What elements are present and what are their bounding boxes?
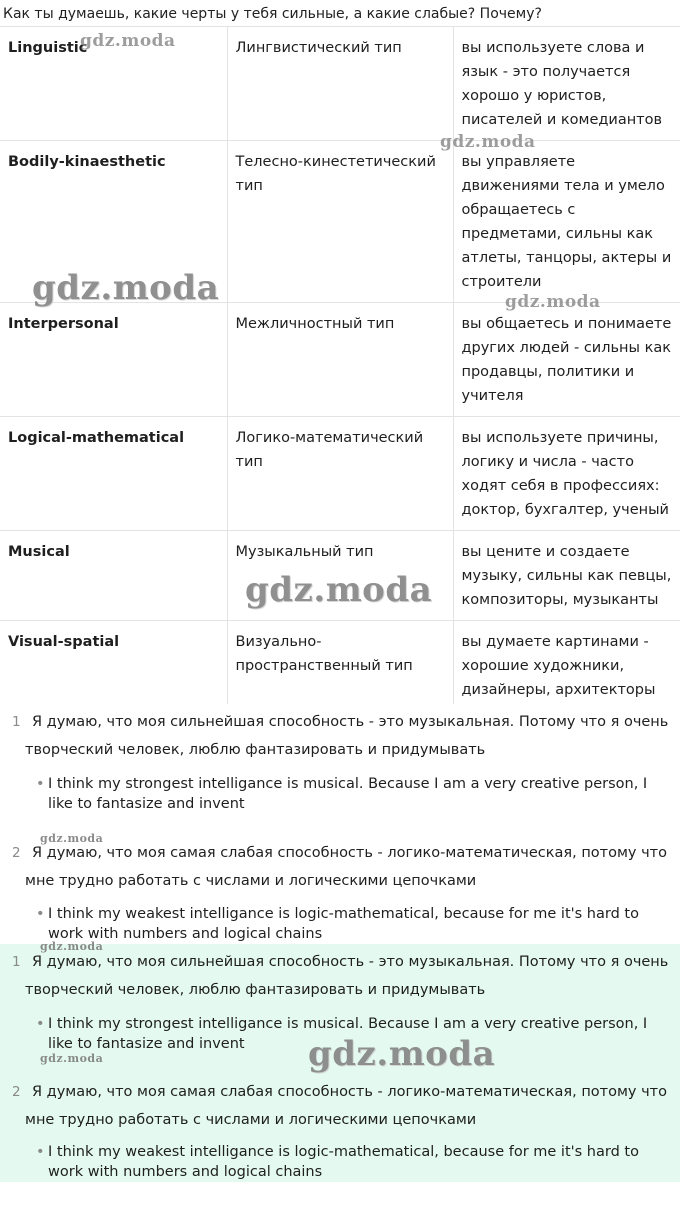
intelligence-description: вы используете причины, логику и числа - часто ходят себя в профессиях: доктор, бухгалтер, ученый — [453, 417, 680, 531]
answer-line: Я думаю, что моя самая слабая способность - логико-математическая, потому что — [32, 845, 668, 861]
translation-text: I think my weakest intelligance is logic-mathematical, because for me it's hard to work with numbers and logical chains — [48, 906, 639, 942]
intelligence-description: вы общаетесь и понимаете других людей - сильны как продавцы, политики и учителя — [453, 303, 680, 417]
answer-line: Я думаю, что моя сильнейшая способность - это музыкальная. Потому что я очень — [32, 714, 669, 730]
answer-number: 1 — [12, 954, 21, 970]
intelligence-description: вы используете слова и язык - это получается хорошо у юристов, писателей и комедиантов — [453, 27, 680, 141]
intelligence-type: Межличностный тип — [227, 303, 453, 417]
table-row — [0, 303, 680, 417]
answer-line: мне трудно работать с числами и логическими цепочками — [25, 1112, 477, 1128]
table-row — [0, 621, 680, 711]
bullet-icon: • — [36, 1144, 45, 1160]
intelligence-name: Logical-mathematical — [0, 417, 227, 531]
answer-line: творческий человек, люблю фантазировать и придумывать — [25, 742, 486, 758]
bullet-icon: • — [36, 776, 45, 792]
answers-block — [0, 704, 680, 944]
answer-number: 2 — [12, 845, 21, 861]
answer-line: мне трудно работать с числами и логическими цепочками — [25, 873, 477, 889]
intelligence-type: Музыкальный тип — [227, 531, 453, 621]
intelligence-description: вы думаете картинами - хорошие художники, дизайнеры, архитекторы — [453, 621, 680, 711]
translation-text: I think my weakest intelligance is logic-mathematical, because for me it's hard to work with numbers and logical chains — [48, 1144, 639, 1180]
watermark: gdz.moda — [245, 570, 433, 610]
watermark: gdz.moda — [440, 132, 536, 152]
intelligence-type: Лингвистический тип — [227, 27, 453, 141]
intelligence-name: Interpersonal — [0, 303, 227, 417]
intelligence-name: Bodily-kinaesthetic — [0, 141, 227, 303]
watermark: gdz.moda — [40, 940, 104, 953]
intelligence-description: вы управляете движениями тела и умело обращаетесь с предметами, сильны как атлеты, танцоры, актеры и строители — [453, 141, 680, 303]
question-text: Как ты думаешь, какие черты у тебя сильные, а какие слабые? Почему? — [3, 6, 542, 22]
watermark: gdz.moda — [32, 268, 220, 308]
intelligence-name: Musical — [0, 531, 227, 621]
intelligence-description: вы цените и создаете музыку, сильны как певцы, композиторы, музыканты — [453, 531, 680, 621]
answer-line: Я думаю, что моя сильнейшая способность - это музыкальная. Потому что я очень — [32, 954, 669, 970]
intelligence-type: Телесно-кинестетический тип — [227, 141, 453, 303]
table-row — [0, 417, 680, 531]
answer-number: 2 — [12, 1084, 21, 1100]
answer-line: творческий человек, люблю фантазировать и придумывать — [25, 982, 486, 998]
intelligence-type: Логико-математический тип — [227, 417, 453, 531]
translation-text: I think my strongest intelligance is musical. Because I am a very creative person, I like to fantasize and invent — [48, 776, 648, 812]
bullet-icon: • — [36, 1016, 45, 1032]
answer-line: Я думаю, что моя самая слабая способность - логико-математическая, потому что — [32, 1084, 668, 1100]
intelligence-name: Linguistic — [0, 27, 227, 141]
answer-number: 1 — [12, 714, 21, 730]
intelligence-type: Визуально-пространственный тип — [227, 621, 453, 711]
watermark: gdz.moda — [40, 832, 104, 845]
watermark: gdz.moda — [80, 31, 176, 51]
watermark: gdz.moda — [308, 1034, 496, 1074]
watermark: gdz.moda — [505, 292, 601, 312]
intelligence-name: Visual-spatial — [0, 621, 227, 711]
translation-text: I think my strongest intelligance is musical. Because I am a very creative person, I like to fantasize and invent — [48, 1016, 648, 1052]
bullet-icon: • — [36, 906, 45, 922]
watermark: gdz.moda — [40, 1052, 104, 1065]
